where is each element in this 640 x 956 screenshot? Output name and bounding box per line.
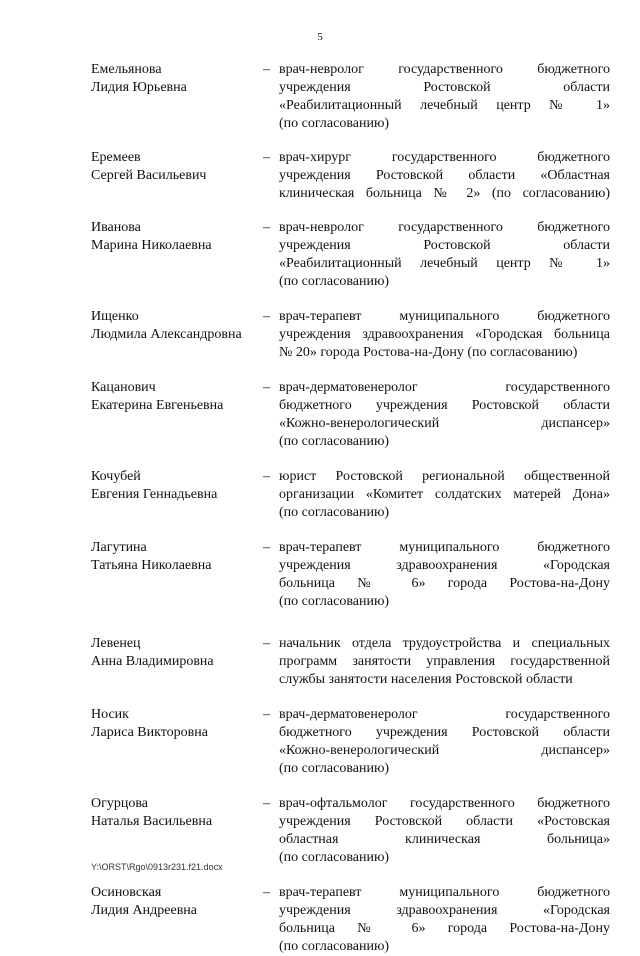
given-names: Евгения Геннадьевна <box>91 487 218 502</box>
surname: Ищенко <box>91 309 139 324</box>
description-line: врач-дерматовенеролог государственного <box>279 707 610 722</box>
person-name <box>91 468 261 504</box>
entry-row <box>0 635 640 689</box>
description-line: (по согласованию) <box>279 761 390 776</box>
surname: Лагутина <box>91 540 147 555</box>
person-name <box>91 308 261 344</box>
dash-separator: – <box>263 636 270 651</box>
entry-row <box>0 468 640 522</box>
description-line: клиническая больница № 2» (по согласованию) <box>279 186 610 201</box>
description-line: (по согласованию) <box>279 939 390 954</box>
given-names: Марина Николаевна <box>91 238 212 253</box>
description-line: «Реабилитационный лечебный центр № 1» <box>279 256 610 271</box>
position-description <box>279 468 610 522</box>
description-line: организации «Комитет солдатских матерей Дона» <box>279 487 610 502</box>
entry-row <box>0 795 640 867</box>
dash-separator: – <box>263 885 270 900</box>
description-line: (по согласованию) <box>279 850 390 865</box>
description-line: врач-хирург государственного бюджетного <box>279 150 610 165</box>
description-line: программ занятости управления государственной <box>279 654 610 669</box>
description-line: областная клиническая больница» <box>279 832 610 847</box>
given-names: Анна Владимировна <box>91 654 214 669</box>
dash-separator: – <box>263 707 270 722</box>
given-names: Лидия Андреевна <box>91 903 198 918</box>
surname: Кочубей <box>91 469 141 484</box>
person-name <box>91 884 261 920</box>
surname: Кацанович <box>91 380 156 395</box>
given-names: Лариса Викторовна <box>91 725 208 740</box>
given-names: Лидия Юрьевна <box>91 80 187 95</box>
given-names: Наталья Васильевна <box>91 814 213 829</box>
dash-separator: – <box>263 150 270 165</box>
position-description <box>279 884 610 956</box>
description-line: учреждения Ростовской области <box>279 80 610 95</box>
entry-row <box>0 308 640 362</box>
description-line: «Кожно-венерологический диспансер» <box>279 416 610 431</box>
description-line: учреждения Ростовской области <box>279 238 610 253</box>
entry-row <box>0 149 640 203</box>
description-line: учреждения здравоохранения «Городская больница <box>279 327 610 342</box>
description-line: врач-терапевт муниципального бюджетного <box>279 540 610 555</box>
entry-row <box>0 219 640 291</box>
description-line: «Кожно-венерологический диспансер» <box>279 743 610 758</box>
description-line: учреждения здравоохранения «Городская <box>279 903 610 918</box>
entry-row <box>0 706 640 778</box>
surname: Иванова <box>91 220 141 235</box>
description-line: врач-терапевт муниципального бюджетного <box>279 309 610 324</box>
position-description <box>279 219 610 291</box>
position-description <box>279 635 610 689</box>
description-line: врач-невролог государственного бюджетного <box>279 62 610 77</box>
description-line: бюджетного учреждения Ростовской области <box>279 398 610 413</box>
page-number: 5 <box>317 31 323 43</box>
description-line: больница № 6» города Ростова-на-Дону <box>279 576 610 591</box>
dash-separator: – <box>263 309 270 324</box>
person-name <box>91 539 261 575</box>
description-line: бюджетного учреждения Ростовской области <box>279 725 610 740</box>
entry-row <box>0 539 640 611</box>
description-line: врач-дерматовенеролог государственного <box>279 380 610 395</box>
surname: Емельянова <box>91 62 162 77</box>
dash-separator: – <box>263 62 270 77</box>
description-line: № 20» города Ростова-на-Дону (по согласованию) <box>279 345 578 360</box>
description-line: юрист Ростовской региональной общественной <box>279 469 610 484</box>
entry-row <box>0 379 640 451</box>
description-line: врач-невролог государственного бюджетного <box>279 220 610 235</box>
given-names: Людмила Александровна <box>91 327 242 342</box>
dash-separator: – <box>263 796 270 811</box>
file-path-footer: Y:\ORST\Rgo\0913r231.f21.docx <box>91 862 223 872</box>
surname: Огурцова <box>91 796 148 811</box>
description-line: (по согласованию) <box>279 505 390 520</box>
description-line: врач-терапевт муниципального бюджетного <box>279 885 610 900</box>
surname: Осиновская <box>91 885 162 900</box>
surname: Еремеев <box>91 150 141 165</box>
dash-separator: – <box>263 220 270 235</box>
description-line: начальник отдела трудоустройства и специальных <box>279 636 610 651</box>
given-names: Сергей Васильевич <box>91 168 207 183</box>
description-line: (по согласованию) <box>279 116 390 131</box>
position-description <box>279 706 610 778</box>
given-names: Татьяна Николаевна <box>91 558 212 573</box>
position-description <box>279 308 610 362</box>
description-line: (по согласованию) <box>279 594 390 609</box>
description-line: «Реабилитационный лечебный центр № 1» <box>279 98 610 113</box>
description-line: учреждения Ростовской области «Ростовская <box>279 814 610 829</box>
given-names: Екатерина Евгеньевна <box>91 398 224 413</box>
person-name <box>91 61 261 97</box>
description-line: службы занятости населения Ростовской области <box>279 672 573 687</box>
entry-row <box>0 884 640 956</box>
surname: Левенец <box>91 636 141 651</box>
entries-list <box>0 61 640 956</box>
dash-separator: – <box>263 380 270 395</box>
position-description <box>279 149 610 203</box>
description-line: учреждения здравоохранения «Городская <box>279 558 610 573</box>
person-name <box>91 379 261 415</box>
description-line: (по согласованию) <box>279 274 390 289</box>
person-name <box>91 706 261 742</box>
description-line: учреждения Ростовской области «Областная <box>279 168 610 183</box>
position-description <box>279 795 610 867</box>
entry-row <box>0 61 640 133</box>
description-line: больница № 6» города Ростова-на-Дону <box>279 921 610 936</box>
position-description <box>279 379 610 451</box>
dash-separator: – <box>263 469 270 484</box>
surname: Носик <box>91 707 129 722</box>
dash-separator: – <box>263 540 270 555</box>
description-line: (по согласованию) <box>279 434 390 449</box>
person-name <box>91 635 261 671</box>
person-name <box>91 149 261 185</box>
position-description <box>279 539 610 611</box>
person-name <box>91 219 261 255</box>
position-description <box>279 61 610 133</box>
description-line: врач-офтальмолог государственного бюджетного <box>279 796 610 811</box>
person-name <box>91 795 261 831</box>
